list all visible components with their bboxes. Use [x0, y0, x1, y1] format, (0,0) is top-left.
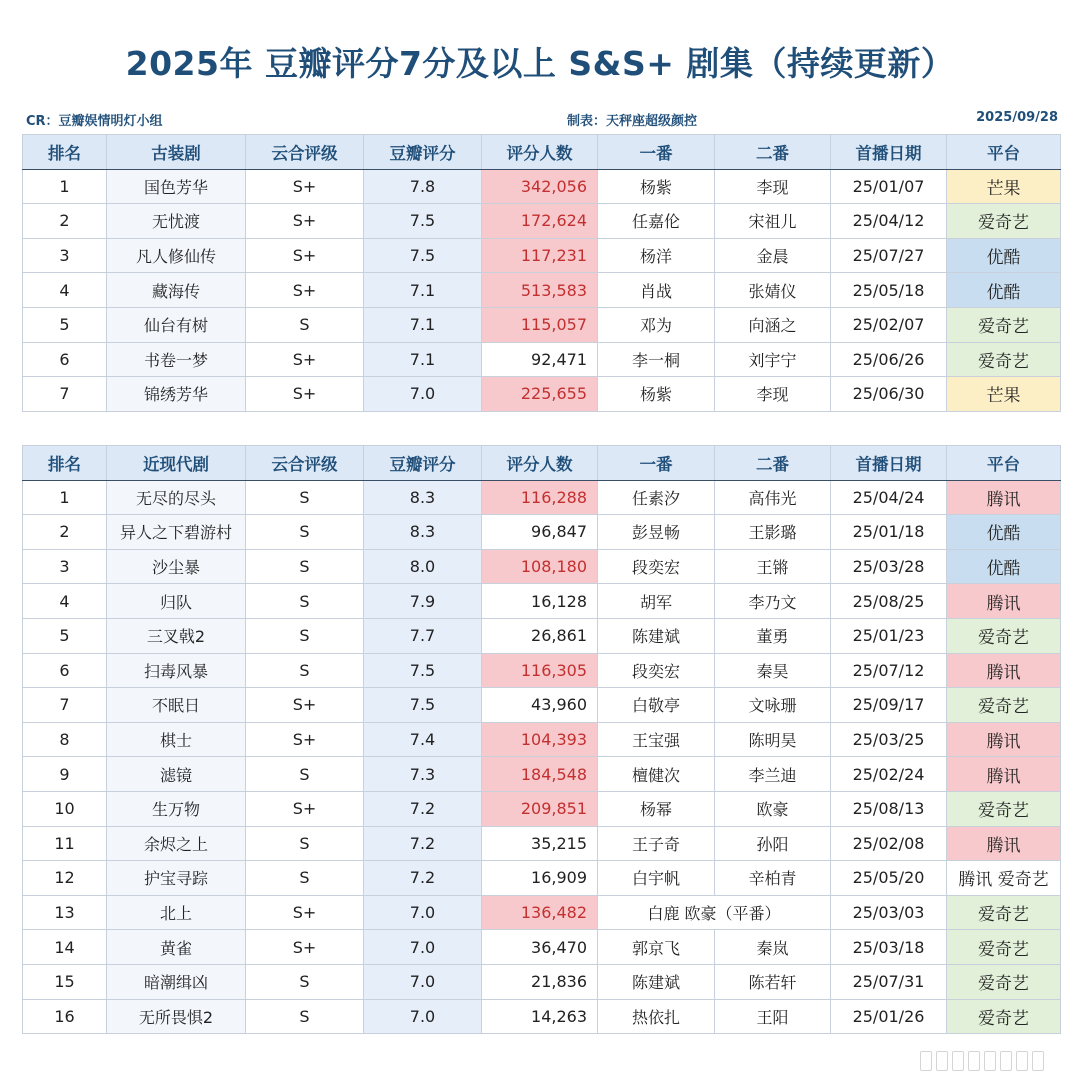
lead-2-cell: 王阳 [715, 999, 831, 1034]
platform-cell: 爱奇艺 [947, 342, 1061, 377]
header-yunhe-grade: 云合评级 [246, 446, 364, 481]
table-row [23, 826, 1061, 861]
lead-2-cell: 向涵之 [715, 307, 831, 342]
yunhe-grade-cell: S [246, 307, 364, 342]
title-cell: 书卷一梦 [107, 342, 246, 377]
table-header-row [23, 446, 1061, 481]
rank-cell: 5 [23, 307, 107, 342]
rank-cell: 3 [23, 549, 107, 584]
table-row [23, 964, 1061, 999]
title-cell: 生万物 [107, 791, 246, 826]
table-row [23, 861, 1061, 896]
lead-2-cell: 李现 [715, 377, 831, 412]
platform-cell: 芒果 [947, 169, 1061, 204]
table-row [23, 169, 1061, 204]
premiere-date-cell: 25/07/27 [831, 238, 947, 273]
costume-drama-table [22, 134, 1061, 412]
page-title: 2025年 豆瓣评分7分及以上 S&S+ 剧集（持续更新） [125, 44, 955, 83]
platform-cell: 爱奇艺 [947, 930, 1061, 965]
rating-count-cell: 513,583 [482, 273, 598, 308]
header-lead-1: 一番 [598, 135, 715, 170]
lead-2-cell: 高伟光 [715, 480, 831, 515]
rating-count-cell: 115,057 [482, 307, 598, 342]
rank-cell: 7 [23, 688, 107, 723]
premiere-date-cell: 25/03/25 [831, 722, 947, 757]
title-cell: 北上 [107, 895, 246, 930]
yunhe-grade-cell: S [246, 861, 364, 896]
lead-2-cell: 秦昊 [715, 653, 831, 688]
title-cell: 归队 [107, 584, 246, 619]
rank-cell: 7 [23, 377, 107, 412]
rating-count-cell: 26,861 [482, 618, 598, 653]
douban-score-cell: 8.0 [364, 549, 482, 584]
douban-score-cell: 7.2 [364, 861, 482, 896]
rating-count-cell: 225,655 [482, 377, 598, 412]
table-row [23, 618, 1061, 653]
douban-score-cell: 8.3 [364, 480, 482, 515]
yunhe-grade-cell: S+ [246, 688, 364, 723]
title-cell: 滤镜 [107, 757, 246, 792]
platform-cell: 腾讯 [947, 826, 1061, 861]
premiere-date-cell: 25/07/31 [831, 964, 947, 999]
rating-count-cell: 342,056 [482, 169, 598, 204]
rating-count-cell: 108,180 [482, 549, 598, 584]
yunhe-grade-cell: S [246, 999, 364, 1034]
lead-1-cell: 热依扎 [598, 999, 715, 1034]
yunhe-grade-cell: S+ [246, 204, 364, 239]
lead-2-cell: 孙阳 [715, 826, 831, 861]
header-lead-2: 二番 [715, 135, 831, 170]
premiere-date-cell: 25/03/28 [831, 549, 947, 584]
table-row [23, 688, 1061, 723]
lead-1-cell: 段奕宏 [598, 653, 715, 688]
rating-count-cell: 16,909 [482, 861, 598, 896]
lead-2-cell: 王锵 [715, 549, 831, 584]
header-platform: 平台 [947, 446, 1061, 481]
platform-cell: 腾讯 爱奇艺 [947, 861, 1061, 896]
header-douban-score: 豆瓣评分 [364, 135, 482, 170]
rating-count-cell: 104,393 [482, 722, 598, 757]
lead-2-cell: 张婧仪 [715, 273, 831, 308]
yunhe-grade-cell: S+ [246, 895, 364, 930]
table-row [23, 238, 1061, 273]
douban-score-cell: 7.8 [364, 169, 482, 204]
lead-1-cell: 任素汐 [598, 480, 715, 515]
premiere-date-cell: 25/02/08 [831, 826, 947, 861]
platform-cell: 优酷 [947, 238, 1061, 273]
table-row [23, 273, 1061, 308]
title-cell: 余烬之上 [107, 826, 246, 861]
premiere-date-cell: 25/04/24 [831, 480, 947, 515]
title-cell: 锦绣芳华 [107, 377, 246, 412]
rank-cell: 11 [23, 826, 107, 861]
rank-cell: 15 [23, 964, 107, 999]
douban-score-cell: 7.3 [364, 757, 482, 792]
rating-count-cell: 43,960 [482, 688, 598, 723]
douban-score-cell: 7.9 [364, 584, 482, 619]
lead-2-cell: 辛柏青 [715, 861, 831, 896]
yunhe-grade-cell: S+ [246, 722, 364, 757]
lead-2-cell: 秦岚 [715, 930, 831, 965]
lead-2-cell: 李乃文 [715, 584, 831, 619]
rank-cell: 10 [23, 791, 107, 826]
lead-1-cell: 杨紫 [598, 169, 715, 204]
yunhe-grade-cell: S+ [246, 377, 364, 412]
rank-cell: 4 [23, 273, 107, 308]
table-row [23, 307, 1061, 342]
header-rank: 排名 [23, 135, 107, 170]
rank-cell: 14 [23, 930, 107, 965]
header-yunhe-grade: 云合评级 [246, 135, 364, 170]
yunhe-grade-cell: S+ [246, 342, 364, 377]
header-rating-count: 评分人数 [482, 446, 598, 481]
header-rating-count: 评分人数 [482, 135, 598, 170]
header-premiere-date: 首播日期 [831, 446, 947, 481]
rank-cell: 3 [23, 238, 107, 273]
platform-cell: 爱奇艺 [947, 964, 1061, 999]
lead-1-cell: 任嘉伦 [598, 204, 715, 239]
lead-1-cell: 杨紫 [598, 377, 715, 412]
title-cell: 无尽的尽头 [107, 480, 246, 515]
yunhe-grade-cell: S+ [246, 930, 364, 965]
yunhe-grade-cell: S [246, 757, 364, 792]
title-cell: 沙尘暴 [107, 549, 246, 584]
platform-cell: 爱奇艺 [947, 204, 1061, 239]
lead-1-cell: 杨幂 [598, 791, 715, 826]
premiere-date-cell: 25/06/30 [831, 377, 947, 412]
rating-count-cell: 21,836 [482, 964, 598, 999]
rank-cell: 13 [23, 895, 107, 930]
title-cell: 国色芳华 [107, 169, 246, 204]
lead-1-cell: 陈建斌 [598, 618, 715, 653]
premiere-date-cell: 25/05/20 [831, 861, 947, 896]
header-lead-2: 二番 [715, 446, 831, 481]
douban-score-cell: 7.0 [364, 377, 482, 412]
platform-cell: 爱奇艺 [947, 895, 1061, 930]
title-cell: 三叉戟2 [107, 618, 246, 653]
rating-count-cell: 172,624 [482, 204, 598, 239]
rating-count-cell: 209,851 [482, 791, 598, 826]
table-row [23, 204, 1061, 239]
rank-cell: 16 [23, 999, 107, 1034]
douban-score-cell: 7.5 [364, 688, 482, 723]
douban-score-cell: 7.4 [364, 722, 482, 757]
platform-cell: 爱奇艺 [947, 999, 1061, 1034]
table-row [23, 895, 1061, 930]
douban-score-cell: 7.7 [364, 618, 482, 653]
rating-count-cell: 116,288 [482, 480, 598, 515]
header-lead-1: 一番 [598, 446, 715, 481]
table-row [23, 549, 1061, 584]
table-maker: 制表：天秤座超级颜控 [567, 114, 698, 129]
lead-2-cell: 金晨 [715, 238, 831, 273]
premiere-date-cell: 25/07/12 [831, 653, 947, 688]
title-cell: 护宝寻踪 [107, 861, 246, 896]
title-cell: 藏海传 [107, 273, 246, 308]
rating-count-cell: 16,128 [482, 584, 598, 619]
title-cell: 黄雀 [107, 930, 246, 965]
douban-score-cell: 7.1 [364, 273, 482, 308]
rank-cell: 2 [23, 515, 107, 550]
table-row [23, 377, 1061, 412]
platform-cell: 优酷 [947, 549, 1061, 584]
douban-score-cell: 7.1 [364, 307, 482, 342]
lead-1-cell: 白宇帆 [598, 861, 715, 896]
header-category: 近现代剧 [107, 446, 246, 481]
lead-2-cell: 文咏珊 [715, 688, 831, 723]
header-category: 古装剧 [107, 135, 246, 170]
rating-count-cell: 92,471 [482, 342, 598, 377]
yunhe-grade-cell: S [246, 480, 364, 515]
rank-cell: 6 [23, 342, 107, 377]
premiere-date-cell: 25/01/26 [831, 999, 947, 1034]
lead-1-cell: 陈建斌 [598, 964, 715, 999]
premiere-date-cell: 25/02/07 [831, 307, 947, 342]
platform-cell: 优酷 [947, 273, 1061, 308]
lead-2-cell: 李现 [715, 169, 831, 204]
premiere-date-cell: 25/01/07 [831, 169, 947, 204]
table-row [23, 757, 1061, 792]
rank-cell: 5 [23, 618, 107, 653]
rank-cell: 9 [23, 757, 107, 792]
modern-drama-table [22, 445, 1061, 1034]
platform-cell: 爱奇艺 [947, 791, 1061, 826]
premiere-date-cell: 25/08/13 [831, 791, 947, 826]
rank-cell: 12 [23, 861, 107, 896]
lead-2-cell: 李兰迪 [715, 757, 831, 792]
premiere-date-cell: 25/05/18 [831, 273, 947, 308]
platform-cell: 爱奇艺 [947, 307, 1061, 342]
lead-1-cell: 杨洋 [598, 238, 715, 273]
rank-cell: 2 [23, 204, 107, 239]
lead-1-cell: 白敬亭 [598, 688, 715, 723]
rating-count-cell: 14,263 [482, 999, 598, 1034]
table-row [23, 342, 1061, 377]
title-cell: 扫毒风暴 [107, 653, 246, 688]
update-date: 2025/09/28 [976, 110, 1058, 125]
rating-count-cell: 136,482 [482, 895, 598, 930]
platform-cell: 腾讯 [947, 480, 1061, 515]
yunhe-grade-cell: S+ [246, 791, 364, 826]
platform-cell: 芒果 [947, 377, 1061, 412]
lead-1-cell: 郭京飞 [598, 930, 715, 965]
lead-2-cell: 欧豪 [715, 791, 831, 826]
platform-cell: 优酷 [947, 515, 1061, 550]
premiere-date-cell: 25/03/18 [831, 930, 947, 965]
yunhe-grade-cell: S+ [246, 238, 364, 273]
rating-count-cell: 36,470 [482, 930, 598, 965]
title-cell: 无忧渡 [107, 204, 246, 239]
lead-2-cell: 宋祖儿 [715, 204, 831, 239]
yunhe-grade-cell: S+ [246, 273, 364, 308]
rank-cell: 6 [23, 653, 107, 688]
premiere-date-cell: 25/09/17 [831, 688, 947, 723]
title-cell: 异人之下碧游村 [107, 515, 246, 550]
premiere-date-cell: 25/06/26 [831, 342, 947, 377]
table-row [23, 584, 1061, 619]
lead-2-cell: 陈明昊 [715, 722, 831, 757]
table-row [23, 653, 1061, 688]
premiere-date-cell: 25/01/23 [831, 618, 947, 653]
douban-score-cell: 7.0 [364, 964, 482, 999]
lead-1-cell: 胡军 [598, 584, 715, 619]
table-row [23, 791, 1061, 826]
douban-score-cell: 8.3 [364, 515, 482, 550]
title-cell: 仙台有树 [107, 307, 246, 342]
table-row [23, 480, 1061, 515]
douban-score-cell: 7.0 [364, 999, 482, 1034]
rating-count-cell: 117,231 [482, 238, 598, 273]
yunhe-grade-cell: S [246, 653, 364, 688]
lead-1-cell: 檀健次 [598, 757, 715, 792]
lead-1-cell: 邓为 [598, 307, 715, 342]
credit-source: CR：豆瓣娱情明灯小组 [26, 114, 163, 129]
douban-score-cell: 7.5 [364, 204, 482, 239]
premiere-date-cell: 25/08/25 [831, 584, 947, 619]
platform-cell: 腾讯 [947, 757, 1061, 792]
yunhe-grade-cell: S [246, 618, 364, 653]
title-cell: 棋士 [107, 722, 246, 757]
rank-cell: 4 [23, 584, 107, 619]
header-rank: 排名 [23, 446, 107, 481]
platform-cell: 腾讯 [947, 653, 1061, 688]
yunhe-grade-cell: S+ [246, 169, 364, 204]
title-cell: 无所畏惧2 [107, 999, 246, 1034]
premiere-date-cell: 25/01/18 [831, 515, 947, 550]
platform-cell: 腾讯 [947, 722, 1061, 757]
platform-cell: 爱奇艺 [947, 688, 1061, 723]
header-premiere-date: 首播日期 [831, 135, 947, 170]
douban-score-cell: 7.2 [364, 791, 482, 826]
lead-1-cell: 段奕宏 [598, 549, 715, 584]
rank-cell: 8 [23, 722, 107, 757]
rank-cell: 1 [23, 480, 107, 515]
rating-count-cell: 184,548 [482, 757, 598, 792]
douban-score-cell: 7.1 [364, 342, 482, 377]
table-row [23, 999, 1061, 1034]
lead-2-cell: 王影璐 [715, 515, 831, 550]
table-row [23, 930, 1061, 965]
watermark-logo [920, 1050, 1060, 1072]
premiere-date-cell: 25/04/12 [831, 204, 947, 239]
douban-score-cell: 7.5 [364, 653, 482, 688]
title-cell: 凡人修仙传 [107, 238, 246, 273]
lead-2-cell: 刘宇宁 [715, 342, 831, 377]
lead-1-cell: 王宝强 [598, 722, 715, 757]
douban-score-cell: 7.0 [364, 930, 482, 965]
table-header-row [23, 135, 1061, 170]
rating-count-cell: 116,305 [482, 653, 598, 688]
platform-cell: 腾讯 [947, 584, 1061, 619]
header-douban-score: 豆瓣评分 [364, 446, 482, 481]
yunhe-grade-cell: S [246, 826, 364, 861]
lead-1-cell: 肖战 [598, 273, 715, 308]
header-platform: 平台 [947, 135, 1061, 170]
lead-2-cell: 董勇 [715, 618, 831, 653]
premiere-date-cell: 25/02/24 [831, 757, 947, 792]
yunhe-grade-cell: S [246, 549, 364, 584]
title-cell: 不眠日 [107, 688, 246, 723]
rank-cell: 1 [23, 169, 107, 204]
lead-cast-cell: 白鹿 欧豪（平番） [598, 895, 831, 930]
douban-score-cell: 7.2 [364, 826, 482, 861]
rating-count-cell: 96,847 [482, 515, 598, 550]
lead-1-cell: 王子奇 [598, 826, 715, 861]
rating-count-cell: 35,215 [482, 826, 598, 861]
platform-cell: 爱奇艺 [947, 618, 1061, 653]
title-cell: 暗潮缉凶 [107, 964, 246, 999]
premiere-date-cell: 25/03/03 [831, 895, 947, 930]
douban-score-cell: 7.0 [364, 895, 482, 930]
yunhe-grade-cell: S [246, 515, 364, 550]
table-row [23, 722, 1061, 757]
lead-2-cell: 陈若轩 [715, 964, 831, 999]
yunhe-grade-cell: S [246, 964, 364, 999]
yunhe-grade-cell: S [246, 584, 364, 619]
lead-1-cell: 李一桐 [598, 342, 715, 377]
table-row [23, 515, 1061, 550]
lead-1-cell: 彭昱畅 [598, 515, 715, 550]
douban-score-cell: 7.5 [364, 238, 482, 273]
